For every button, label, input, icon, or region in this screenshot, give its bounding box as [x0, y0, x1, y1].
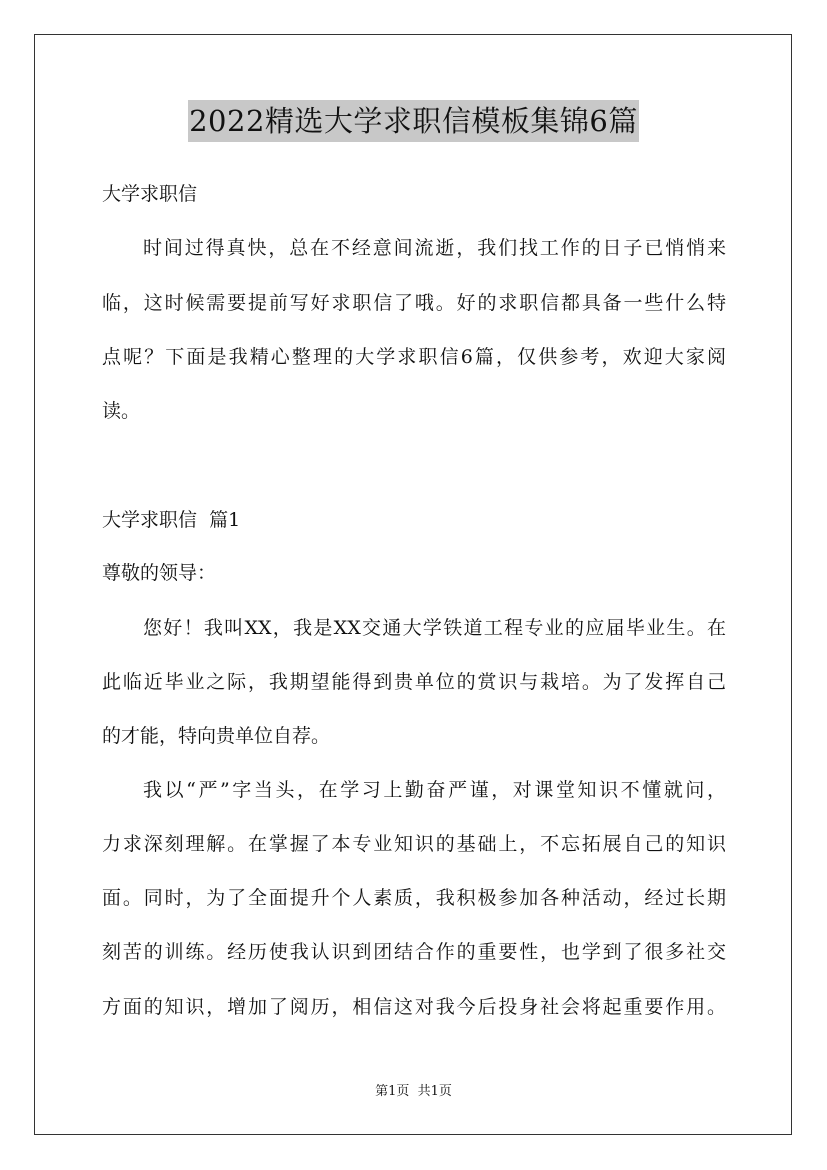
intro-line: 点呢？下面是我精心整理的大学求职信6篇，仅供参考，欢迎大家阅 [102, 346, 726, 368]
intro-line: 临，这时候需要提前写好求职信了哦。好的求职信都具备一些什么特 [102, 292, 726, 314]
paragraph-line: 您好！我叫XX，我是XX交通大学铁道工程专业的应届毕业生。在 [143, 617, 726, 639]
paragraph-line: 面。同时，为了全面提升个人素质，我积极参加各种活动，经过长期 [102, 887, 726, 909]
paragraph-line: 力求深刻理解。在掌握了本专业知识的基础上，不忘拓展自己的知识 [102, 833, 726, 855]
paragraph-line: 的才能，特向贵单位自荐。 [102, 725, 331, 747]
document-title: 2022精选大学求职信模板集锦6篇 [188, 100, 639, 142]
paragraph-line: 我以“严”字当头，在学习上勤奋严谨，对课堂知识不懂就问， [143, 779, 726, 801]
paragraph-line: 此临近毕业之际，我期望能得到贵单位的赏识与栽培。为了发挥自己 [102, 671, 726, 693]
heading: 大学求职信 [102, 183, 198, 205]
salutation: 尊敬的领导： [102, 562, 217, 584]
paragraph-line: 刻苦的训练。经历使我认识到团结合作的重要性，也学到了很多社交 [102, 941, 726, 963]
intro-line: 时间过得真快，总在不经意间流逝，我们找工作的日子已悄悄来 [143, 237, 726, 259]
title-container [0, 100, 827, 142]
page-footer: 第1页 共1页 [375, 1084, 452, 1099]
paragraph-line: 方面的知识，增加了阅历，相信这对我今后投身社会将起重要作用。 [102, 996, 726, 1018]
intro-line: 读。 [102, 400, 141, 422]
section-title: 大学求职信 篇1 [102, 509, 241, 531]
